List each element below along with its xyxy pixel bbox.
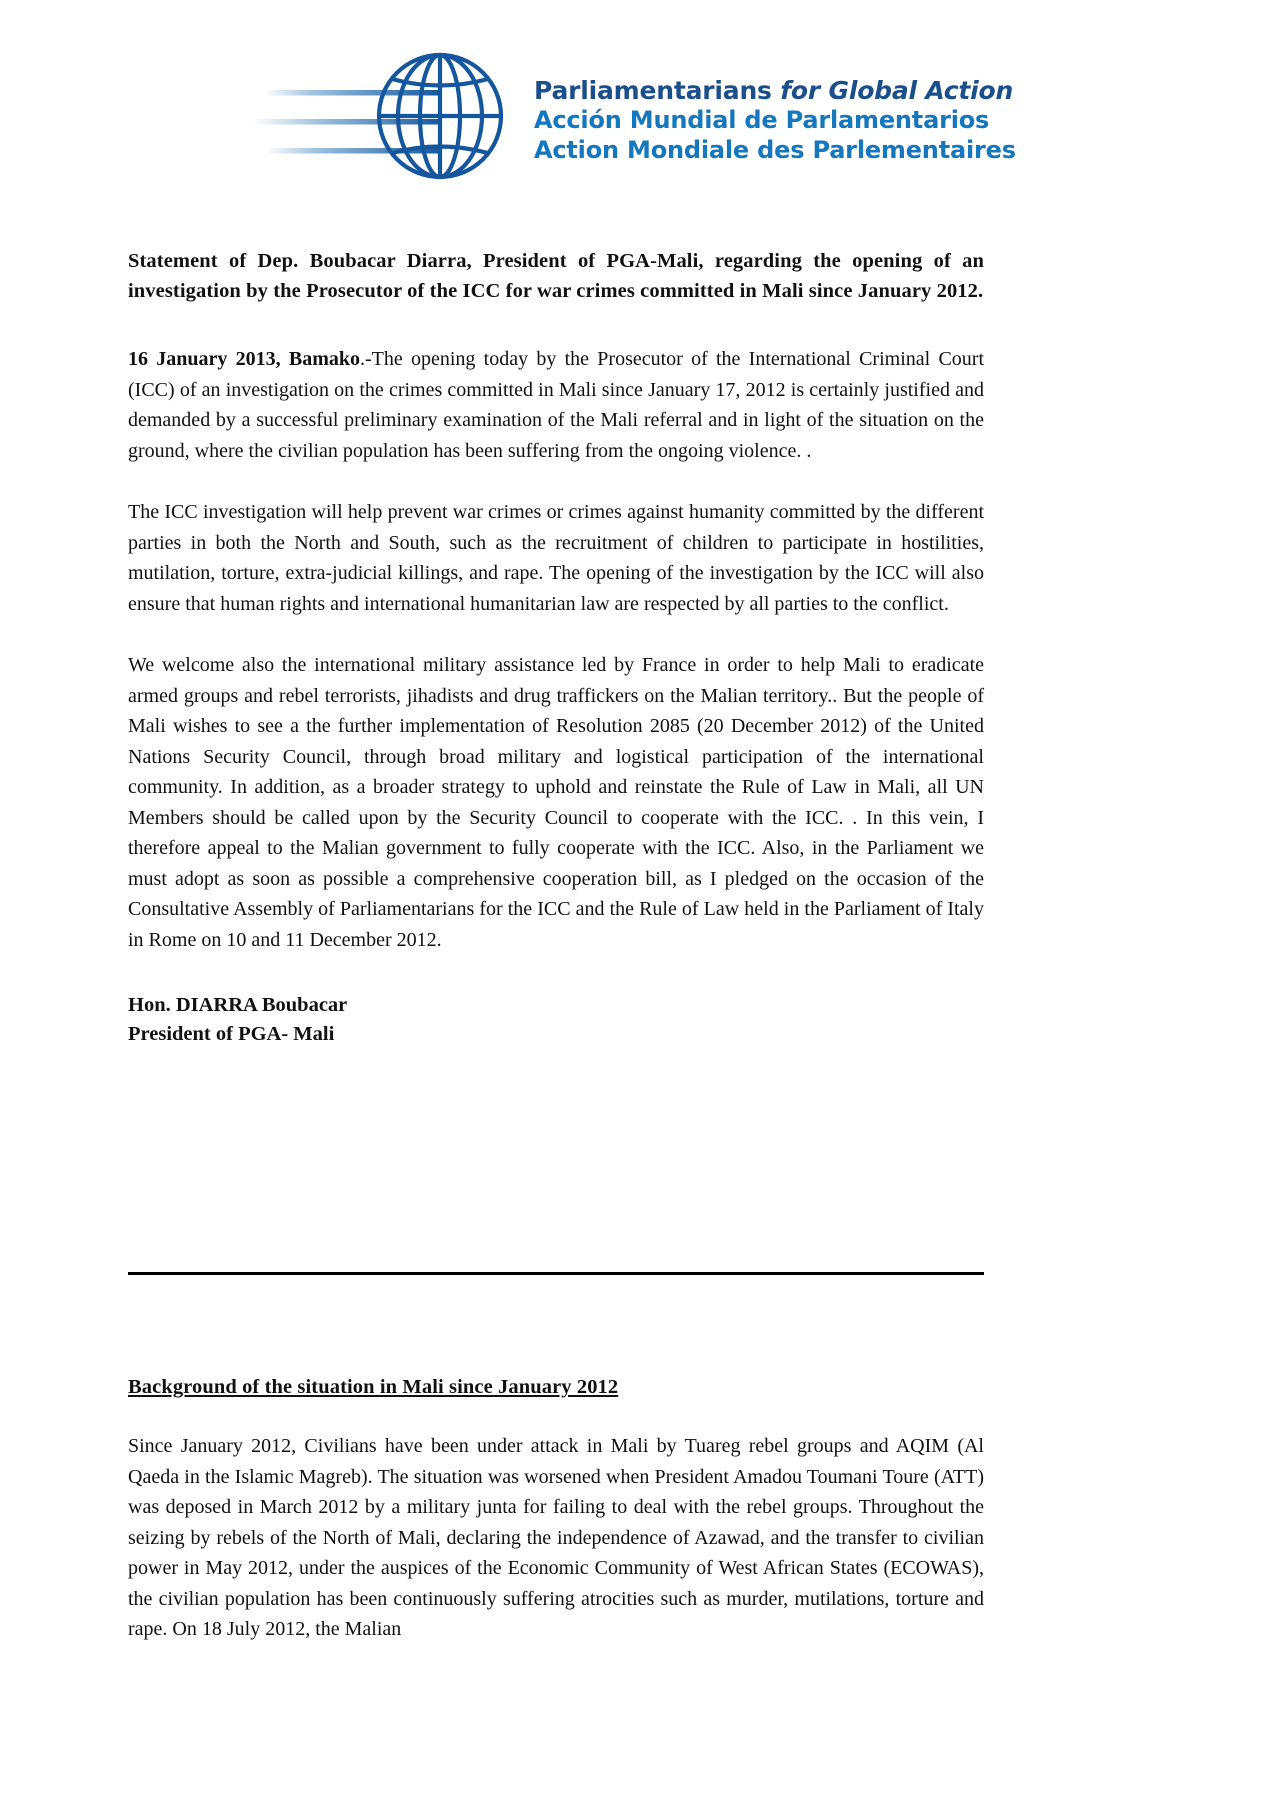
statement-paragraph-1-text: .-The opening today by the Prosecutor of the International Criminal Court (ICC) of an investigation on the crimes committed in Mali since January 17, 2012 is certainly justified and demanded by a successful preliminary examination of the Mali referral and in light of the situation on the ground, where the civilian population has been suffering from the ongoing violence. . <box>128 348 984 462</box>
statement-body <box>128 246 984 1049</box>
org-name-spanish: Acción Mundial de Parlamentarios <box>534 106 990 134</box>
organization-logo <box>252 48 1016 188</box>
org-name-french: Action Mondiale des Parlementaires <box>534 136 1016 164</box>
statement-title: Statement of Dep. Boubacar Diarra, President of PGA-Mali, regarding the opening of an investigation by the Prosecutor of the ICC for war crimes committed in Mali since January 2012. <box>128 250 984 302</box>
letterhead <box>0 48 1280 198</box>
organization-names <box>534 76 1014 165</box>
org-name-english <box>534 76 1014 105</box>
background-heading: Background of the situation in Mali since January 2012 <box>128 1376 619 1398</box>
statement-paragraph-3: We welcome also the international military assistance led by France in order to help Mali to eradicate armed groups and rebel terrorists, jihadists and drug traffickers on the Malian territory.. But the people of Mali wishes to see a the further implementation of Resolution 2085 (20 December 2012) of the United Nations Security Council, through broad military and logistical participation of the international community. In addition, as a broader strategy to uphold and reinstate the Rule of Law in Mali, all UN Members should be called upon by the Security Council to cooperate with the ICC. . In this vein, I therefore appeal to the Malian government to fully cooperate with the ICC. Also, in the Parliament we must adopt as soon as possible a comprehensive cooperation bill, as I pledged on the occasion of the Consultative Assembly of Parliamentarians for the ICC and the Rule of Law held in the Parliament of Italy in Rome on 10 and 11 December 2012. <box>128 654 984 951</box>
signature-block <box>128 991 984 1049</box>
signature-title: President of PGA- Mali <box>128 1023 335 1045</box>
org-name-english-regular: Parliamentarians <box>534 76 781 105</box>
statement-paragraph-2: The ICC investigation will help prevent war crimes or crimes against humanity committed by the different parties in both the North and South, such as the recruitment of children to participate in hostilities, mutilation, torture, extra-judicial killings, and rape. The opening of the investigation by the ICC will also ensure that human rights and international humanitarian law are respected by all parties to the conflict. <box>128 501 984 615</box>
signature-name: Hon. DIARRA Boubacar <box>128 994 348 1016</box>
dateline-lead: 16 January 2013, Bamako <box>128 348 360 370</box>
section-divider <box>128 1272 984 1275</box>
background-paragraph-1: Since January 2012, Civilians have been under attack in Mali by Tuareg rebel groups and AQIM (Al Qaeda in the Islamic Magreb). The situation was worsened when President Amadou Toumani Toure (ATT) was deposed in March 2012 by a military junta for failing to deal with the rebel groups. Throughout the seizing by rebels of the North of Mali, declaring the independence of Azawad, and the transfer to civilian power in May 2012, under the auspices of the Economic Community of West African States (ECOWAS), the civilian population has been continuously suffering atrocities such as murder, mutilations, torture and rape. On 18 July 2012, the Malian <box>128 1435 984 1640</box>
globe-logo-icon <box>252 48 532 184</box>
org-name-english-italic: for Global Action <box>780 76 1014 105</box>
background-section <box>128 1374 984 1645</box>
statement-paragraph-1 <box>128 344 984 466</box>
